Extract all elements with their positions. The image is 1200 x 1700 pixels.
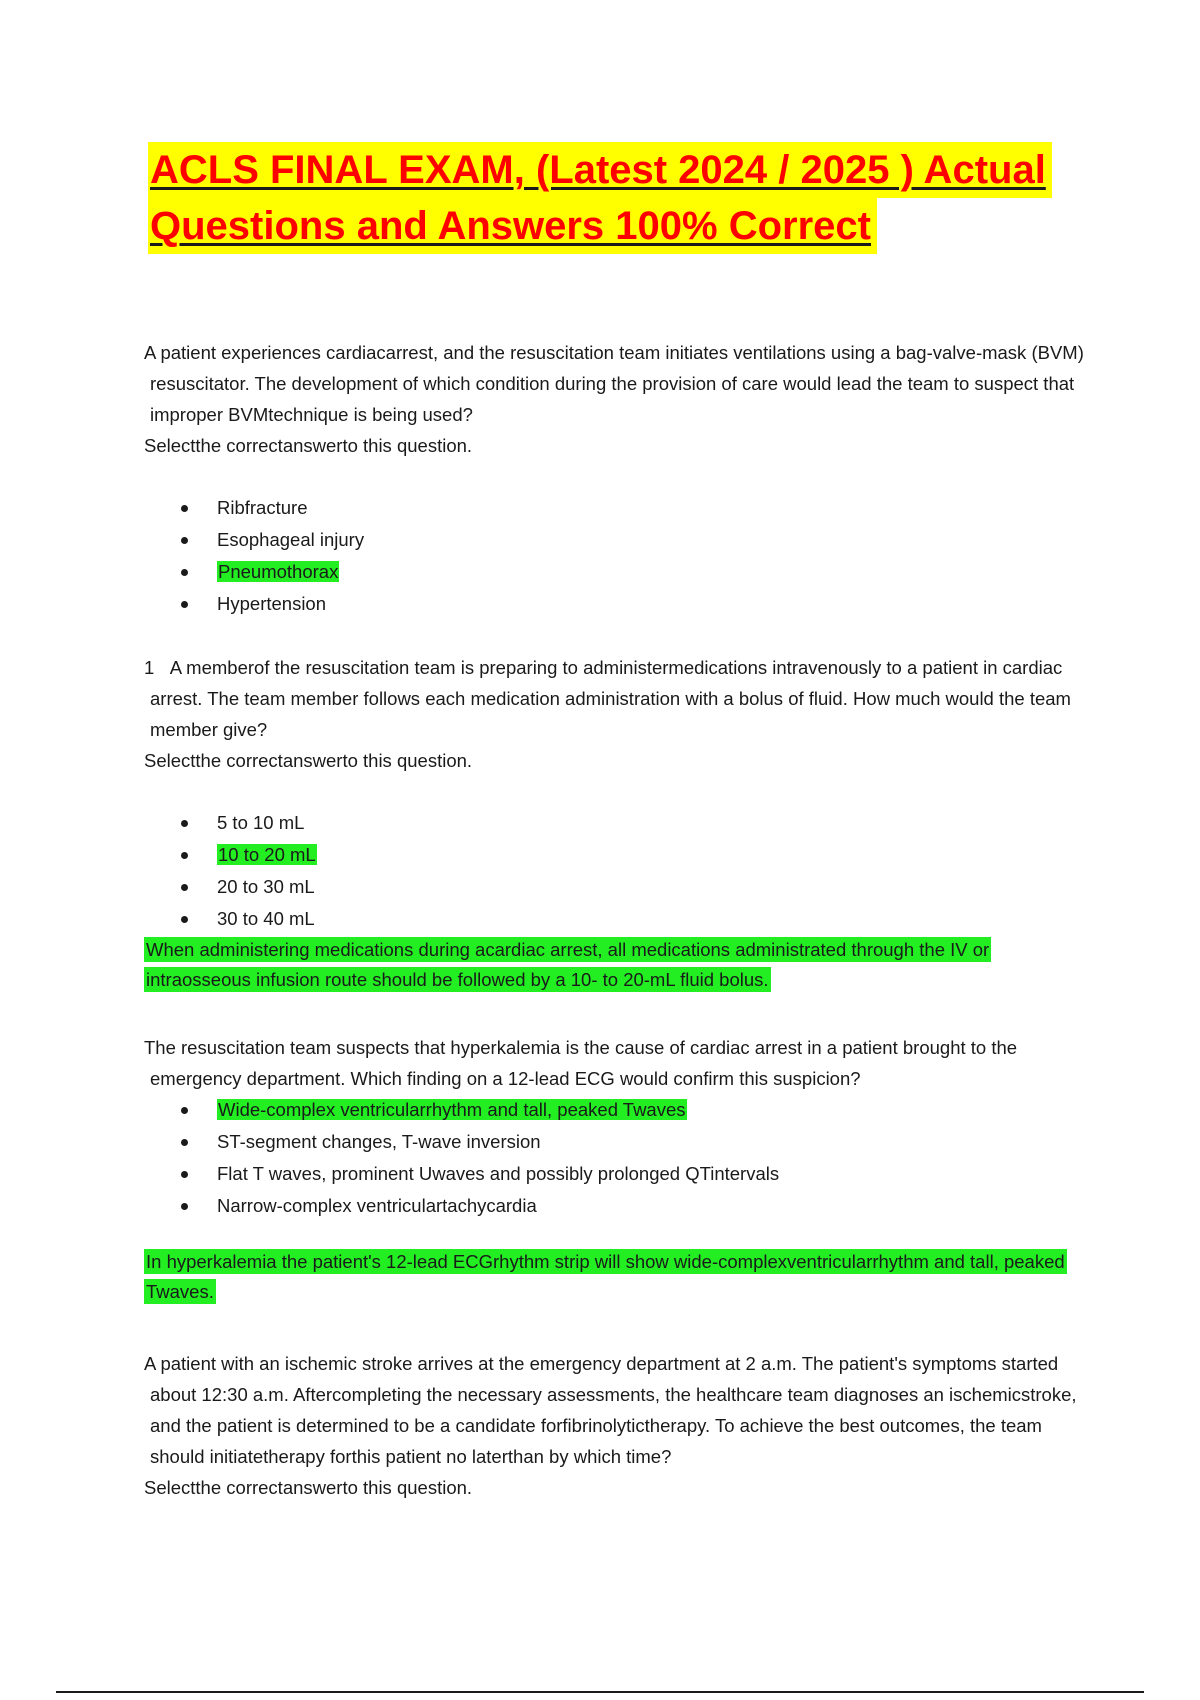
- option-label: Flat T waves, prominent Uwaves and possibly prolonged QTintervals: [217, 1163, 780, 1184]
- answer-option: [144, 871, 1084, 903]
- answer-option-correct: [144, 556, 1084, 588]
- footer-divider: [56, 1691, 1144, 1693]
- option-label: Hypertension: [217, 593, 327, 614]
- answer-option: [144, 588, 1084, 620]
- option-label-highlighted: Pneumothorax: [218, 561, 339, 582]
- select-prompt: Selectthe correctanswerto this question.: [144, 750, 473, 771]
- explanation-text: In hyperkalemia the patient's 12-lead ECGrhythm strip will show wide-complexventricularrhythm and tall, peaked Twaves.: [146, 1251, 1065, 1302]
- answer-option: [144, 1190, 1084, 1222]
- answer-option: [144, 492, 1084, 524]
- bullet-icon: [181, 537, 188, 544]
- option-label: 20 to 30 mL: [217, 876, 315, 897]
- bullet-icon: [181, 601, 188, 608]
- answer-option: [144, 1158, 1084, 1190]
- title-line-2: Questions and Answers 100% Correct: [148, 198, 877, 254]
- question-block: [144, 1032, 1084, 1307]
- question-text: A patient experiences cardiacarrest, and the resuscitation team initiates ventilations using a bag-valve-mask (BVM) resuscitator. The development of which condition during the provision of care would lead the team to suspect that improper BVMtechnique is being used?: [144, 342, 1084, 425]
- option-label: Ribfracture: [217, 497, 308, 518]
- question-text: The resuscitation team suspects that hyperkalemia is the cause of cardiac arrest in a patient brought to the emergency department. Which finding on a 12-lead ECG would confirm this suspicion?: [144, 1037, 1018, 1089]
- select-prompt: Selectthe correctanswerto this question.: [144, 435, 473, 456]
- answer-options: [144, 1094, 1084, 1222]
- bullet-icon: [181, 852, 188, 859]
- question-number: 1: [144, 657, 155, 678]
- bullet-icon: [181, 884, 188, 891]
- explanation-text: When administering medications during acardiac arrest, all medications administrated through the IV or intraosseous infusion route should be followed by a 10- to 20-mL fluid bolus.: [146, 939, 990, 990]
- bullet-icon: [181, 916, 188, 923]
- option-label: 30 to 40 mL: [217, 908, 315, 929]
- answer-options: [144, 807, 1084, 935]
- bullet-icon: [181, 1203, 188, 1210]
- answer-option: [144, 1126, 1084, 1158]
- option-label: Esophageal injury: [217, 529, 365, 550]
- bullet-icon: [181, 505, 188, 512]
- answer-option: [144, 807, 1084, 839]
- question-text: [144, 652, 1084, 745]
- answer-explanation: [144, 935, 1084, 995]
- select-prompt: Selectthe correctanswerto this question.: [144, 1477, 473, 1498]
- option-label-highlighted: Wide-complex ventricularrhythm and tall, peaked Twaves: [218, 1099, 686, 1120]
- question-text: A patient with an ischemic stroke arrives at the emergency department at 2 a.m. The patient's symptoms started about 12:30 a.m. Aftercompleting the necessary assessments, the healthcare team diagnoses an ischemicstroke, and the patient is determined to be a candidate forfibrinolytictherapy. To achieve the best outcomes, the team should initiatetherapy forthis patient no laterthan by which time?: [144, 1353, 1077, 1467]
- bullet-icon: [181, 1107, 188, 1114]
- answer-option: [144, 524, 1084, 556]
- option-label-highlighted: 10 to 20 mL: [218, 844, 316, 865]
- bullet-icon: [181, 569, 188, 576]
- question-block: [144, 652, 1084, 995]
- title-line-1: ACLS FINAL EXAM, (Latest 2024 / 2025 ) Actual: [148, 142, 1052, 198]
- answer-option-correct: [144, 839, 1084, 871]
- question-block: [144, 1348, 1084, 1503]
- bullet-icon: [181, 1139, 188, 1146]
- answer-option: [144, 903, 1084, 935]
- option-label: ST-segment changes, T-wave inversion: [217, 1131, 541, 1152]
- answer-options: [144, 492, 1084, 620]
- question-block: [144, 337, 1084, 620]
- bullet-icon: [181, 820, 188, 827]
- option-label: Narrow-complex ventriculartachycardia: [217, 1195, 537, 1216]
- answer-option-correct: [144, 1094, 1084, 1126]
- answer-explanation: [144, 1247, 1084, 1307]
- bullet-icon: [181, 1171, 188, 1178]
- document-title: [148, 142, 1096, 254]
- question-body: A memberof the resuscitation team is preparing to administermedications intravenously to a patient in cardiac arrest. The team member follows each medication administration with a bolus of fluid. How much would the team member give?: [150, 657, 1071, 740]
- option-label: 5 to 10 mL: [217, 812, 305, 833]
